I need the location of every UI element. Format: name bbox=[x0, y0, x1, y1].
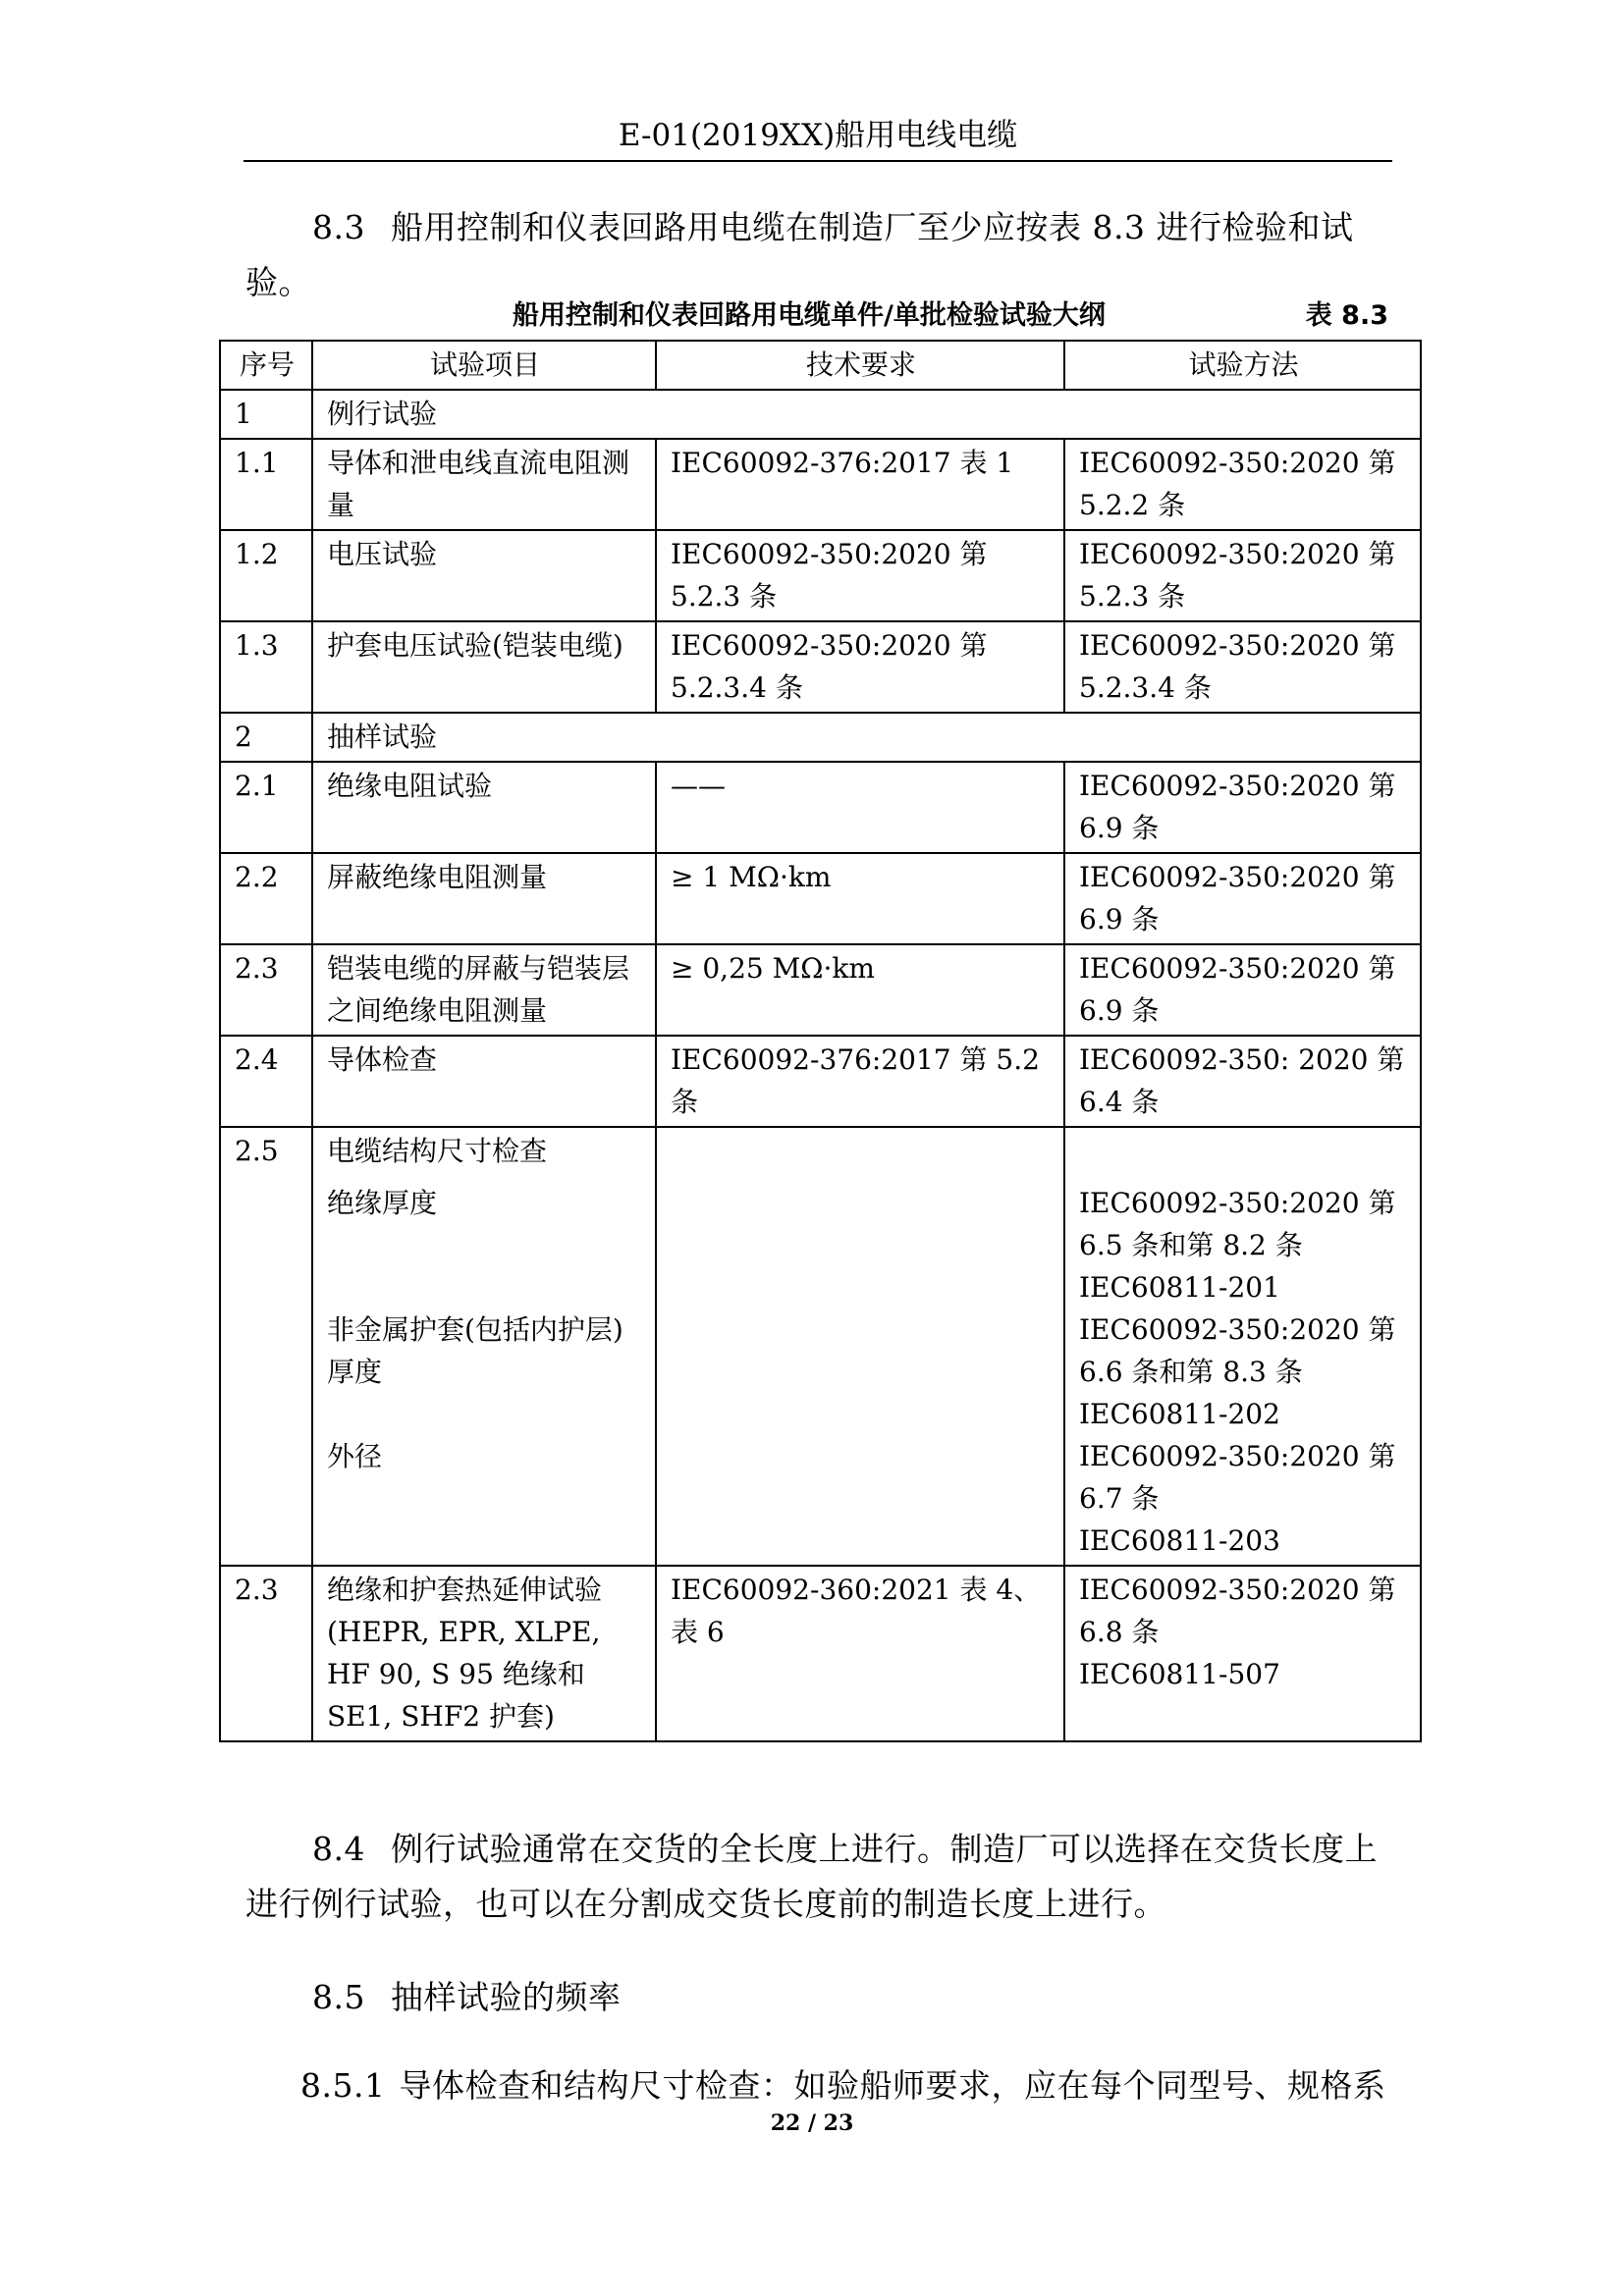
test-item: 导体检查 bbox=[312, 1036, 656, 1127]
requirement bbox=[656, 1127, 1064, 1566]
method-line: IEC60092-350:2020 第 6.5 条和第 8.2 条 bbox=[1079, 1187, 1396, 1261]
section-number: 8.5.1 bbox=[300, 2066, 386, 2105]
row-number: 2.3 bbox=[220, 1566, 312, 1741]
requirement: IEC60092-350:2020 第 5.2.3.4 条 bbox=[656, 621, 1064, 713]
table-section-row bbox=[220, 713, 1421, 762]
table-caption bbox=[218, 294, 1388, 338]
table-row bbox=[220, 853, 1421, 944]
running-header: E-01(2019XX)船用电线电缆 bbox=[618, 118, 1018, 153]
test-item: 绝缘电阻试验 bbox=[312, 762, 656, 853]
requirement: ≥ 1 MΩ·km bbox=[656, 853, 1064, 944]
column-header: 试验项目 bbox=[312, 341, 656, 390]
column-header: 试验方法 bbox=[1064, 341, 1421, 390]
method-line: IEC60092-350:2020 第 6.7 条 bbox=[1079, 1440, 1396, 1515]
method-line: IEC60811-201 bbox=[1079, 1271, 1280, 1304]
section-8-5 bbox=[245, 1970, 1394, 2025]
table-section-row bbox=[220, 390, 1421, 439]
section-text: 船用控制和仪表回路用电缆在制造厂至少应按表 8.3 进行检验和试验。 bbox=[245, 208, 1354, 301]
section-title: 抽样试验 bbox=[312, 713, 1421, 762]
header-rule bbox=[244, 160, 1392, 162]
table-row bbox=[220, 1127, 1421, 1566]
section-8-5-1 bbox=[245, 2058, 1394, 2113]
section-text: 例行试验通常在交货的全长度上进行。制造厂可以选择在交货长度上进行例行试验，也可以在分割成交货长度前的制造长度上进行。 bbox=[245, 1830, 1378, 1923]
method-line: IEC60092-350:2020 第 6.6 条和第 8.3 条 bbox=[1079, 1313, 1396, 1388]
requirement: IEC60092-376:2017 第 5.2 条 bbox=[656, 1036, 1064, 1127]
row-number: 2.5 bbox=[220, 1127, 312, 1566]
row-number: 1.1 bbox=[220, 439, 312, 530]
item-title: 电缆结构尺寸检查 bbox=[327, 1135, 548, 1167]
test-method: IEC60092-350:2020 第 6.9 条 bbox=[1064, 762, 1421, 853]
method-line: IEC60811-507 bbox=[1079, 1658, 1280, 1690]
inspection-table bbox=[219, 340, 1422, 1742]
requirement: IEC60092-350:2020 第 5.2.3 条 bbox=[656, 530, 1064, 621]
section-text: 导体检查和结构尺寸检查：如验船师要求，应在每个同型号、规格系 bbox=[399, 2066, 1386, 2105]
section-number: 8.4 bbox=[312, 1830, 365, 1868]
section-text: 抽样试验的频率 bbox=[390, 1978, 622, 2016]
table-title: 船用控制和仪表回路用电缆单件/单批检验试验大纲 bbox=[513, 300, 1106, 331]
row-number: 2.1 bbox=[220, 762, 312, 853]
test-method: IEC60092-350:2020 第 5.2.2 条 bbox=[1064, 439, 1421, 530]
table-number: 表 8.3 bbox=[1305, 300, 1388, 331]
method-line: IEC60811-203 bbox=[1079, 1524, 1280, 1557]
test-item: 电压试验 bbox=[312, 530, 656, 621]
requirement: —— bbox=[656, 762, 1064, 853]
test-item: 导体和泄电线直流电阻测量 bbox=[312, 439, 656, 530]
test-method bbox=[1064, 1127, 1421, 1566]
method-line: IEC60811-202 bbox=[1079, 1398, 1280, 1430]
row-number: 2.4 bbox=[220, 1036, 312, 1127]
sub-item: 非金属护套(包括内护层)厚度 bbox=[327, 1313, 623, 1388]
test-method bbox=[1064, 1566, 1421, 1741]
test-method: IEC60092-350: 2020 第 6.4 条 bbox=[1064, 1036, 1421, 1127]
column-header: 序号 bbox=[220, 341, 312, 390]
sub-item: 绝缘厚度 bbox=[327, 1187, 438, 1219]
table-row bbox=[220, 1036, 1421, 1127]
table-row bbox=[220, 530, 1421, 621]
test-item: 铠装电缆的屏蔽与铠装层之间绝缘电阻测量 bbox=[312, 944, 656, 1036]
table-row bbox=[220, 439, 1421, 530]
row-number: 1.3 bbox=[220, 621, 312, 713]
test-item bbox=[312, 1127, 656, 1566]
method-line: IEC60092-350:2020 第 6.8 条 bbox=[1079, 1574, 1396, 1648]
table-row bbox=[220, 1566, 1421, 1741]
column-header: 技术要求 bbox=[656, 341, 1064, 390]
table-row bbox=[220, 621, 1421, 713]
section-number: 8.5 bbox=[312, 1978, 365, 2016]
requirement: IEC60092-360:2021 表 4、表 6 bbox=[656, 1566, 1064, 1741]
test-method: IEC60092-350:2020 第 6.9 条 bbox=[1064, 853, 1421, 944]
section-8-4 bbox=[245, 1822, 1394, 1932]
table-row bbox=[220, 762, 1421, 853]
section-number: 8.3 bbox=[312, 208, 365, 246]
requirement: IEC60092-376:2017 表 1 bbox=[656, 439, 1064, 530]
row-number: 1.2 bbox=[220, 530, 312, 621]
sub-item: 外径 bbox=[327, 1440, 383, 1472]
table-header-row bbox=[220, 341, 1421, 390]
test-item: 护套电压试验(铠装电缆) bbox=[312, 621, 656, 713]
test-method: IEC60092-350:2020 第 5.2.3 条 bbox=[1064, 530, 1421, 621]
row-number: 2 bbox=[220, 713, 312, 762]
row-number: 2.2 bbox=[220, 853, 312, 944]
section-title: 例行试验 bbox=[312, 390, 1421, 439]
table-row bbox=[220, 944, 1421, 1036]
row-number: 1 bbox=[220, 390, 312, 439]
row-number: 2.3 bbox=[220, 944, 312, 1036]
page-number: 22 / 23 bbox=[770, 2110, 854, 2136]
test-item: 绝缘和护套热延伸试验 (HEPR, EPR, XLPE, HF 90, S 95 绝缘和 SE1, SHF2 护套) bbox=[312, 1566, 656, 1741]
test-method: IEC60092-350:2020 第 5.2.3.4 条 bbox=[1064, 621, 1421, 713]
test-item: 屏蔽绝缘电阻测量 bbox=[312, 853, 656, 944]
test-method: IEC60092-350:2020 第 6.9 条 bbox=[1064, 944, 1421, 1036]
requirement: ≥ 0,25 MΩ·km bbox=[656, 944, 1064, 1036]
